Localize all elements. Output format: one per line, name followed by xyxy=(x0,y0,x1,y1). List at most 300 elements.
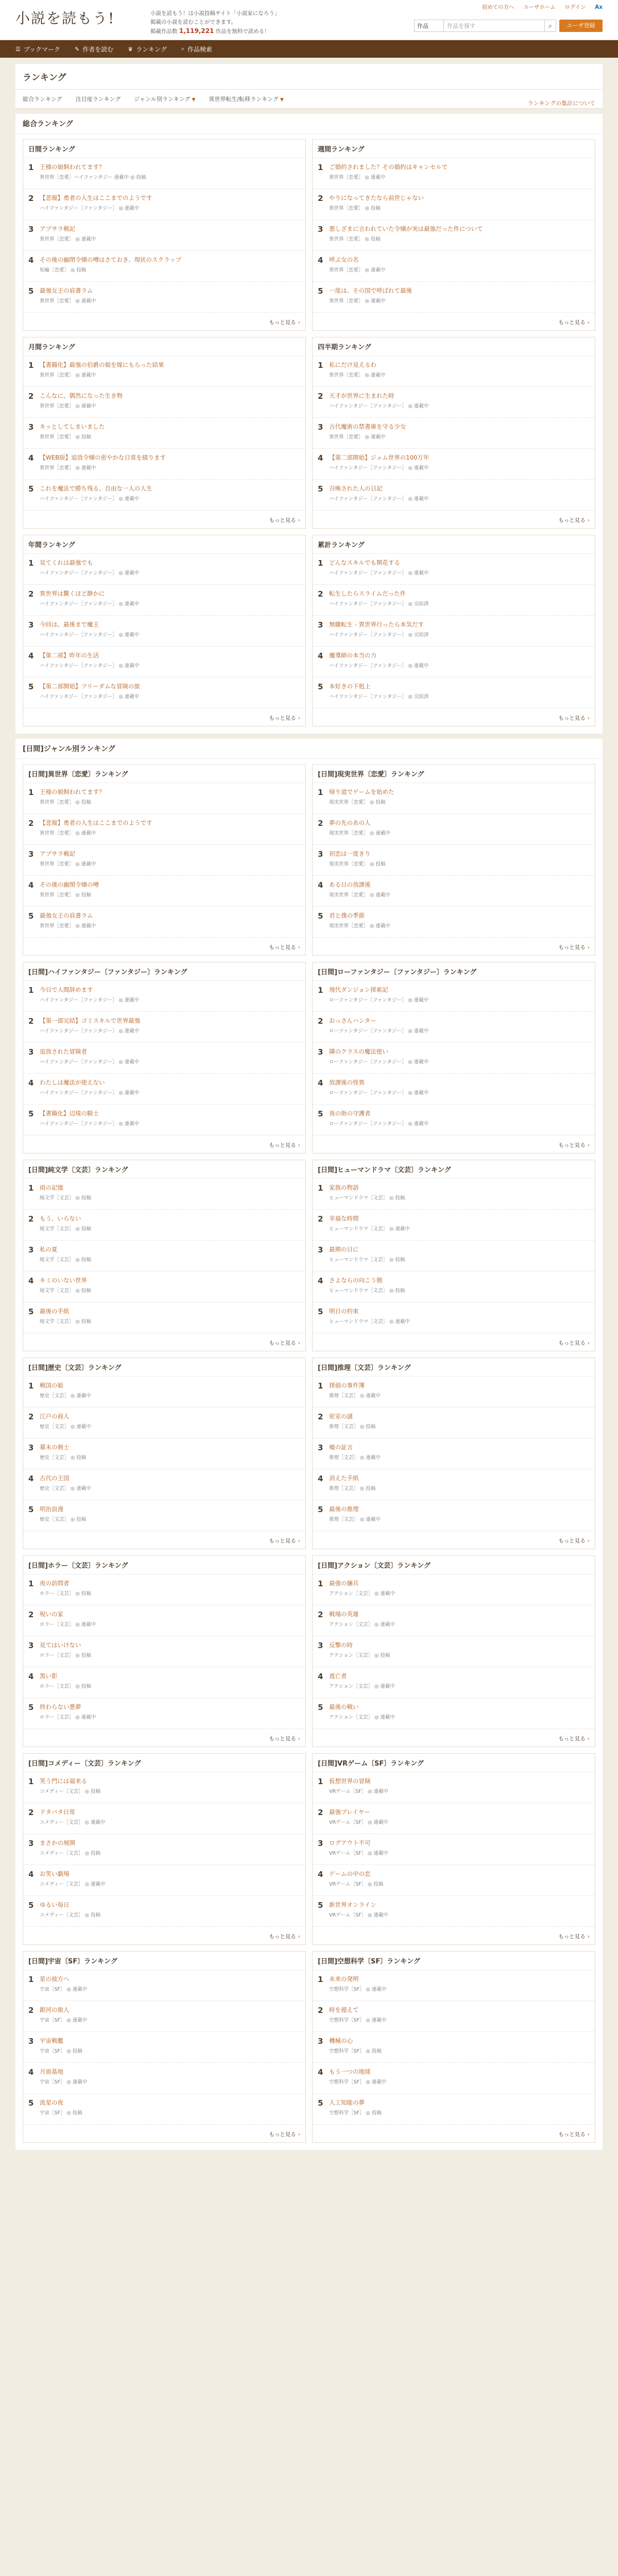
work-title-link[interactable]: 古代の王国 xyxy=(40,1475,70,1482)
ranking-item xyxy=(23,418,305,449)
more-link[interactable] xyxy=(558,2130,590,2138)
ranking-item xyxy=(23,1012,305,1043)
ranking-item xyxy=(23,1438,305,1469)
rank-number: 5 xyxy=(318,1505,323,1514)
rank-body xyxy=(40,1276,300,1297)
work-title-link[interactable]: 消えた手紙 xyxy=(329,1475,359,1482)
ranking-card-title: 年間ランキング xyxy=(23,535,305,554)
rank-number: 1 xyxy=(28,1381,34,1391)
ranking-grid xyxy=(15,134,603,732)
rank-body xyxy=(40,1641,300,1662)
work-title-link[interactable]: 夜の街の守護者 xyxy=(329,1110,371,1117)
work-title-link[interactable]: 幸福な時間 xyxy=(329,1215,359,1222)
more-label: もっと見る xyxy=(269,715,296,721)
rank-number: 5 xyxy=(28,1505,34,1514)
work-title-link[interactable]: お笑い劇場 xyxy=(40,1870,70,1877)
work-title-link[interactable]: 最強の傭兵 xyxy=(329,1580,359,1587)
ranking-item xyxy=(23,1302,305,1333)
user-register-button[interactable]: ユーザ登録 xyxy=(559,20,603,32)
nav-label: ランキング xyxy=(136,45,167,53)
work-title-link[interactable]: 【書籍化】最強の伯爵の娘を嫁にもらった結果 xyxy=(40,361,164,368)
work-title-link[interactable]: その後の幽閉令嬢の噂はさておき、現状のスクラップ xyxy=(40,256,182,263)
rank-number: 2 xyxy=(28,1610,34,1619)
ranking-item xyxy=(313,1698,595,1729)
more-label: もっと見る xyxy=(269,1340,296,1346)
work-meta: コメディー［文芸］ ◎ 連載中 xyxy=(40,1820,106,1825)
work-title-link[interactable]: 今回は、最後まで魔王 xyxy=(40,621,99,628)
ranking-item xyxy=(313,387,595,418)
work-title-link[interactable]: 月面基地 xyxy=(40,2068,63,2075)
rank-number: 3 xyxy=(28,620,34,630)
ranking-tab[interactable] xyxy=(76,95,121,103)
work-title-link[interactable]: 逃亡者 xyxy=(329,1672,347,1680)
work-title-link[interactable]: 初恋は一度きり xyxy=(329,850,371,857)
work-title-link[interactable]: ゲームの中の恋 xyxy=(329,1870,371,1877)
work-title-link[interactable]: 【WEB版】追放令嬢の密やかな日常を綴ります xyxy=(40,454,166,461)
tagline-line: 小説を読もう！は小説投稿サイト「小説家になろう」掲載の小説を読むことができます。 xyxy=(150,10,280,25)
more-link[interactable] xyxy=(558,1339,590,1347)
count-suffix: 作品を無料で読める！ xyxy=(215,28,270,35)
work-title-link[interactable]: 呪いの家 xyxy=(40,1611,63,1618)
more-label: もっと見る xyxy=(558,1934,586,1940)
work-meta: 現実世界［恋愛］ ◎ 連載中 xyxy=(329,923,390,929)
chevron-right-icon: › xyxy=(298,1340,300,1346)
work-title-link[interactable]: 探偵の事件簿 xyxy=(329,1382,365,1389)
rank-number: 5 xyxy=(318,2098,323,2108)
ranking-item xyxy=(23,1272,305,1302)
rank-number: 3 xyxy=(28,422,34,432)
rank-body xyxy=(40,911,300,933)
rank-body xyxy=(329,1839,590,1860)
ranking-item xyxy=(313,1302,595,1333)
rank-number: 1 xyxy=(28,1579,34,1588)
chevron-right-icon: › xyxy=(587,2131,590,2138)
more-link[interactable] xyxy=(269,516,300,524)
ranking-item xyxy=(313,1377,595,1408)
ranking-item xyxy=(23,1105,305,1136)
ranking-item xyxy=(23,1469,305,1500)
work-title-link[interactable]: 転生したらスライムだった件 xyxy=(329,590,406,597)
ranking-tab[interactable] xyxy=(209,95,283,103)
work-title-link[interactable]: もう一つの地球 xyxy=(329,2068,371,2075)
nav-label: 作品検索 xyxy=(187,45,212,53)
work-title-link[interactable]: 【悲報】勇者の人生はここまでのようです xyxy=(40,194,152,201)
work-title-link[interactable]: 【第一部完結】ゴミスキルで世界最強 xyxy=(40,1017,141,1024)
search-input[interactable]: 作品を探す xyxy=(444,20,545,32)
ranking-item xyxy=(313,1272,595,1302)
rank-number: 2 xyxy=(318,392,323,401)
ranking-card xyxy=(23,1358,306,1549)
rank-body xyxy=(40,880,300,902)
rank-number: 5 xyxy=(28,911,34,921)
more-link[interactable] xyxy=(558,1141,590,1149)
work-title-link[interactable]: 黒い影 xyxy=(40,1672,58,1680)
work-title-link[interactable]: ドタバタ日常 xyxy=(40,1808,75,1816)
work-title-link[interactable]: 銀河の旅人 xyxy=(40,2006,70,2013)
work-title-link[interactable]: 【第二部】昨年の生活 xyxy=(40,652,99,659)
work-title-link[interactable]: 人工知能の夢 xyxy=(329,2099,365,2106)
more-link[interactable] xyxy=(558,516,590,524)
work-title-link[interactable]: 見てくれは最強でも xyxy=(40,559,93,566)
work-meta: 異世界［恋愛］ ◎ 連載中 xyxy=(329,434,386,440)
work-title-link[interactable]: 私の夏 xyxy=(40,1246,58,1253)
rank-body xyxy=(329,163,590,184)
card-footer xyxy=(23,313,305,330)
rank-number: 1 xyxy=(28,986,34,995)
rank-number: 3 xyxy=(28,1047,34,1057)
work-title-link[interactable]: 天才が世界に生まれた時 xyxy=(329,392,394,399)
rank-number: 4 xyxy=(28,1078,34,1088)
work-title-link[interactable]: やりになってきたなら前世じゃない xyxy=(329,194,424,201)
work-title-link[interactable]: 嘘の証言 xyxy=(329,1444,353,1451)
work-meta: 異世界［恋愛］ ◎ 連載中 xyxy=(40,465,96,471)
work-meta: アクション［文芸］ ◎ 連載中 xyxy=(329,1684,395,1689)
work-meta: 異世界［恋愛］ ◎ 投稿 xyxy=(40,892,91,898)
work-title-link[interactable]: 魔導師の本当の力 xyxy=(329,652,376,659)
rank-number: 2 xyxy=(318,819,323,828)
work-title-link[interactable]: 悪しざまに言われていた令嬢が実は最強だった件について xyxy=(329,225,483,232)
rank-body xyxy=(329,1610,590,1631)
more-link[interactable] xyxy=(558,318,590,326)
more-link[interactable] xyxy=(558,943,590,951)
chevron-right-icon: › xyxy=(587,944,590,951)
chevron-right-icon: › xyxy=(298,1934,300,1940)
ranking-item xyxy=(313,1469,595,1500)
work-title-link[interactable]: 最強女王の肩書ラム xyxy=(40,287,93,294)
work-title-link[interactable]: ゆるい毎日 xyxy=(40,1901,70,1908)
nav-icon: ♛ xyxy=(128,45,133,53)
work-title-link[interactable]: 異世界は驚くほど静かに xyxy=(40,590,105,597)
rank-body xyxy=(40,788,300,809)
link-login[interactable]: ログイン xyxy=(564,4,586,10)
work-title-link[interactable]: 夜の訪問者 xyxy=(40,1580,70,1587)
more-label: もっと見る xyxy=(558,1142,586,1148)
ranking-item xyxy=(23,1179,305,1210)
ranking-item xyxy=(313,585,595,616)
rank-number: 2 xyxy=(318,194,323,203)
work-meta: 歴史［文芸］ ◎ 連載中 xyxy=(40,1424,91,1430)
more-link[interactable] xyxy=(269,1933,300,1940)
ranking-card xyxy=(23,1555,306,1747)
work-meta: 推理［文芸］ ◎ 連載中 xyxy=(329,1517,381,1522)
more-label: もっと見る xyxy=(269,1736,296,1742)
more-label: もっと見る xyxy=(558,715,586,721)
work-title-link[interactable]: 幕末の剣士 xyxy=(40,1444,70,1451)
rank-number: 3 xyxy=(318,422,323,432)
work-title-link[interactable]: 最後の手紙 xyxy=(40,1308,70,1315)
link-first-time[interactable]: 初めての方へ xyxy=(482,4,514,10)
work-title-link[interactable]: 江戸の商人 xyxy=(40,1413,70,1420)
rank-body xyxy=(40,2067,300,2089)
work-meta: ローファンタジー［ファンタジー］ ◎ 連載中 xyxy=(329,1121,429,1127)
card-footer xyxy=(313,511,595,528)
ranking-card-title: [日間]ホラー〔文芸〕ランキング xyxy=(23,1556,305,1574)
work-title-link[interactable]: 最後の戦い xyxy=(329,1703,359,1710)
work-title-link[interactable]: その後の幽閉令嬢の噂 xyxy=(40,881,99,888)
nav-label: 作者を読む xyxy=(82,45,114,53)
more-link[interactable] xyxy=(269,714,300,722)
work-title-link[interactable]: 最期の日に xyxy=(329,1246,359,1253)
rank-number: 5 xyxy=(318,911,323,921)
work-meta: ハイファンタジー［ファンタジー］ ◎ 連載中 xyxy=(40,1059,140,1065)
work-meta: ローファンタジー［ファンタジー］ ◎ 連載中 xyxy=(329,1028,429,1034)
work-title-link[interactable]: 今日で人間辞めます xyxy=(40,986,93,993)
rank-body xyxy=(329,1276,590,1297)
work-title-link[interactable]: 反撃の時 xyxy=(329,1641,353,1649)
work-title-link[interactable]: 流星の夜 xyxy=(40,2099,63,2106)
work-meta: ハイファンタジー［ファンタジー］ ◎ 連載中 xyxy=(40,206,140,211)
ranking-card-title: 週間ランキング xyxy=(313,140,595,158)
work-title-link[interactable]: こんなに、偶然になった生き物 xyxy=(40,392,123,399)
more-link[interactable] xyxy=(558,714,590,722)
rank-body xyxy=(40,286,300,308)
rank-number: 2 xyxy=(318,2006,323,2015)
ranking-item xyxy=(313,1970,595,2001)
work-title-link[interactable]: 隣のクラスの魔法使い xyxy=(329,1048,388,1055)
work-title-link[interactable]: 夢の先のあの人 xyxy=(329,819,371,826)
work-title-link[interactable]: 【第二部開始】フリーダムな冒険の旅 xyxy=(40,683,141,690)
work-title-link[interactable]: 呼ぶ女の名 xyxy=(329,256,359,263)
ranking-item xyxy=(23,282,305,313)
work-title-link[interactable]: 帰り道でゲームを始めた xyxy=(329,788,394,795)
rank-number: 5 xyxy=(318,1901,323,1910)
rank-number: 4 xyxy=(28,1870,34,1879)
ranking-item xyxy=(23,2001,305,2032)
ranking-card-title: [日間]VRゲーム〔SF〕ランキング xyxy=(313,1754,595,1772)
work-title-link[interactable]: ある日の放課後 xyxy=(329,881,371,888)
rank-body xyxy=(329,453,590,474)
more-label: もっと見る xyxy=(269,2131,296,2138)
work-title-link[interactable]: もう、いらない xyxy=(40,1215,81,1222)
rank-number: 5 xyxy=(318,484,323,494)
work-title-link[interactable]: さよならの向こう側 xyxy=(329,1277,383,1284)
search-target-select[interactable]: 作品 xyxy=(414,20,444,32)
more-label: もっと見る xyxy=(269,517,296,523)
work-title-link[interactable]: 終わらない悪夢 xyxy=(40,1703,81,1710)
work-title-link[interactable]: ご婚約されました？その婚約はキャンセルで xyxy=(329,163,448,171)
work-title-link[interactable]: わたしは魔法が使えない xyxy=(40,1079,105,1086)
rank-body xyxy=(40,392,300,413)
rank-number: 3 xyxy=(28,850,34,859)
rank-body xyxy=(329,1505,590,1526)
rank-body xyxy=(40,986,300,1007)
work-meta: 推理［文芸］ ◎ 投稿 xyxy=(329,1486,376,1492)
work-title-link[interactable]: これを魔法で勝ち残る、自由な一人の人生 xyxy=(40,485,152,492)
work-meta: ハイファンタジー［ファンタジー］ ◎ 連載中 xyxy=(40,496,140,502)
rank-body xyxy=(40,194,300,215)
ranking-item xyxy=(23,1605,305,1636)
more-link[interactable] xyxy=(269,1735,300,1742)
work-title-link[interactable]: 新世界オンライン xyxy=(329,1901,376,1908)
rank-number: 5 xyxy=(28,682,34,691)
rank-number: 4 xyxy=(28,880,34,890)
work-title-link[interactable]: 時を超えて xyxy=(329,2006,359,2013)
work-meta: ホラー［文芸］ ◎ 連載中 xyxy=(40,1715,96,1720)
rank-number: 3 xyxy=(28,1839,34,1848)
rank-number: 3 xyxy=(318,1839,323,1848)
work-meta: 純文学［文芸］ ◎ 投稿 xyxy=(40,1195,91,1201)
more-link[interactable] xyxy=(558,1537,590,1545)
work-title-link[interactable]: 星の彼方へ xyxy=(40,1975,70,1982)
work-meta: ヒューマンドラマ［文芸］ ◎ 投稿 xyxy=(329,1195,405,1201)
work-title-link[interactable]: 明日の約束 xyxy=(329,1308,359,1315)
nav-item[interactable] xyxy=(181,45,212,54)
rank-number: 1 xyxy=(318,1777,323,1786)
work-meta: 空想科学［SF］ ◎ 投稿 xyxy=(329,2048,382,2054)
rank-body xyxy=(329,620,590,641)
chevron-right-icon: › xyxy=(298,1538,300,1544)
work-title-link[interactable]: 私にだけ見えるわ xyxy=(329,361,376,368)
link-ax[interactable]: Ax xyxy=(595,4,603,10)
card-footer xyxy=(23,1729,305,1747)
more-label: もっと見る xyxy=(558,1340,586,1346)
work-title-link[interactable]: 仮想世界の冒険 xyxy=(329,1777,371,1785)
ranking-item xyxy=(23,814,305,845)
rank-number: 4 xyxy=(28,1672,34,1681)
rank-number: 1 xyxy=(318,361,323,370)
rank-number: 4 xyxy=(318,651,323,660)
more-link[interactable] xyxy=(269,1141,300,1149)
work-title-link[interactable]: どんなスキルでも開花する xyxy=(329,559,400,566)
work-title-link[interactable]: アプサラ戦記 xyxy=(40,850,75,857)
work-title-link[interactable]: 最後の推理 xyxy=(329,1505,359,1513)
work-title-link[interactable]: 機械の心 xyxy=(329,2037,353,2044)
work-title-link[interactable]: 王様の娘飼われてます？ xyxy=(40,163,105,171)
work-title-link[interactable]: 古代魔術の禁書庫を守る少女 xyxy=(329,423,406,430)
ranking-item xyxy=(313,1605,595,1636)
rank-number: 3 xyxy=(28,1245,34,1255)
rank-body xyxy=(40,1672,300,1693)
work-title-link[interactable]: 家族の物語 xyxy=(329,1184,359,1191)
rank-body xyxy=(329,911,590,933)
rank-body xyxy=(40,2098,300,2120)
work-title-link[interactable]: 召喚された人の日記 xyxy=(329,485,383,492)
work-title-link[interactable]: 最強女王の肩書ラム xyxy=(40,912,93,919)
work-title-link[interactable]: 戦場の英雄 xyxy=(329,1611,359,1618)
work-title-link[interactable]: 雨の記憶 xyxy=(40,1184,63,1191)
ranking-tab[interactable] xyxy=(23,95,62,103)
rank-number: 4 xyxy=(28,1474,34,1483)
work-meta: ハイファンタジー［ファンタジー］ ◎ 連載中 xyxy=(40,601,140,607)
rank-number: 1 xyxy=(28,1975,34,1984)
work-title-link[interactable]: 最強プレイヤー xyxy=(329,1808,370,1816)
rank-body xyxy=(329,1047,590,1069)
about-ranking-link[interactable]: ランキングの集計について xyxy=(527,100,595,107)
card-footer xyxy=(313,1333,595,1351)
work-title-link[interactable]: 一度は、その国で呼ばれて最後 xyxy=(329,287,412,294)
chevron-right-icon: › xyxy=(298,517,300,523)
rank-number: 5 xyxy=(28,484,34,494)
tab-label: 異世界転生/転移ランキング xyxy=(209,96,279,103)
nav-item[interactable] xyxy=(15,45,60,54)
ranking-item xyxy=(23,677,305,708)
rank-number: 4 xyxy=(318,880,323,890)
rank-body xyxy=(329,589,590,611)
work-title-link[interactable]: 見てはいけない xyxy=(40,1641,81,1649)
work-title-link[interactable]: おっさんハンター xyxy=(329,1017,376,1024)
rank-body xyxy=(40,1579,300,1600)
ranking-card xyxy=(312,1753,595,1945)
nav-item[interactable] xyxy=(128,45,167,54)
more-link[interactable] xyxy=(269,943,300,951)
link-user-home[interactable]: ユーザホーム xyxy=(523,4,556,10)
work-title-link[interactable]: まさかの展開 xyxy=(40,1839,75,1846)
rank-number: 1 xyxy=(318,1381,323,1391)
work-title-link[interactable]: 宇宙戦艦 xyxy=(40,2037,63,2044)
rank-body xyxy=(40,1839,300,1860)
more-link[interactable] xyxy=(558,1735,590,1742)
ranking-item xyxy=(313,1636,595,1667)
work-title-link[interactable]: 現代ダンジョン探索記 xyxy=(329,986,388,993)
work-title-link[interactable]: 【悲報】勇者の人生はここまでのようです xyxy=(40,819,152,826)
work-title-link[interactable]: 【書籍化】辺境の騎士 xyxy=(40,1110,99,1117)
work-title-link[interactable]: キミのいない世界 xyxy=(40,1277,87,1284)
card-footer xyxy=(23,511,305,528)
more-link[interactable] xyxy=(269,2130,300,2138)
work-title-link[interactable]: 無職転生 - 異世界行ったら本気だす xyxy=(329,621,424,628)
ranking-item xyxy=(313,2001,595,2032)
work-title-link[interactable]: 王様の娘飼われてます？ xyxy=(40,788,105,795)
ranking-card xyxy=(312,139,595,331)
more-link[interactable] xyxy=(269,318,300,326)
chevron-right-icon: › xyxy=(298,1142,300,1148)
work-title-link[interactable]: 未来の発明 xyxy=(329,1975,359,1982)
site-logo[interactable]: 小説を読もう! xyxy=(15,10,115,27)
chevron-right-icon: › xyxy=(298,319,300,326)
rank-body xyxy=(40,1412,300,1433)
work-title-link[interactable]: 【第二部開始】ジェム世界の100万年 xyxy=(329,454,430,461)
more-link[interactable] xyxy=(269,1339,300,1347)
ranking-item xyxy=(23,1074,305,1105)
ranking-item xyxy=(23,189,305,220)
work-title-link[interactable]: 本好きの下剋上 xyxy=(329,683,371,690)
work-title-link[interactable]: 追放された冒険者 xyxy=(40,1048,87,1055)
work-meta: ヒューマンドラマ［文芸］ ◎ 連載中 xyxy=(329,1226,410,1232)
rank-body xyxy=(40,1610,300,1631)
rank-number: 3 xyxy=(318,620,323,630)
work-title-link[interactable]: 密室の謎 xyxy=(329,1413,353,1420)
card-footer xyxy=(23,1927,305,1944)
search-icon[interactable]: ⌕ xyxy=(545,20,556,32)
work-title-link[interactable]: 君と僕の季節 xyxy=(329,912,365,919)
work-title-link[interactable]: 戦国の姫 xyxy=(40,1382,63,1389)
ranking-card-title: [日間]空想科学〔SF〕ランキング xyxy=(313,1952,595,1970)
work-title-link[interactable]: 笑う門には福来る xyxy=(40,1777,87,1785)
more-link[interactable] xyxy=(558,1933,590,1940)
work-title-link[interactable]: 放課後の怪異 xyxy=(329,1079,365,1086)
more-label: もっと見る xyxy=(558,944,586,951)
work-meta: 異世界［恋愛］ ◎ 連載中 xyxy=(40,403,96,409)
work-title-link[interactable]: アプサラ戦記 xyxy=(40,225,75,232)
ranking-item xyxy=(313,1241,595,1272)
work-meta: 現実世界［恋愛］ ◎ 連載中 xyxy=(329,892,390,898)
rank-body xyxy=(329,1443,590,1464)
work-title-link[interactable]: キッとしてしまいました xyxy=(40,423,105,430)
work-title-link[interactable]: ログアウト不可 xyxy=(329,1839,371,1846)
work-meta: 空想科学［SF］ ◎ 連載中 xyxy=(329,2079,387,2085)
ranking-item xyxy=(313,1408,595,1438)
work-meta: 異世界［恋愛］ ◎ 連載中 xyxy=(329,267,386,273)
rank-body xyxy=(40,225,300,246)
ranking-item xyxy=(23,480,305,511)
work-meta: 空想科学［SF］ ◎ 投稿 xyxy=(329,2110,382,2116)
more-link[interactable] xyxy=(269,1537,300,1545)
nav-item[interactable] xyxy=(75,45,113,54)
rank-number: 5 xyxy=(318,1109,323,1118)
work-title-link[interactable]: 明治浪漫 xyxy=(40,1505,63,1513)
rank-body xyxy=(329,1016,590,1038)
ranking-tab[interactable] xyxy=(134,95,195,103)
